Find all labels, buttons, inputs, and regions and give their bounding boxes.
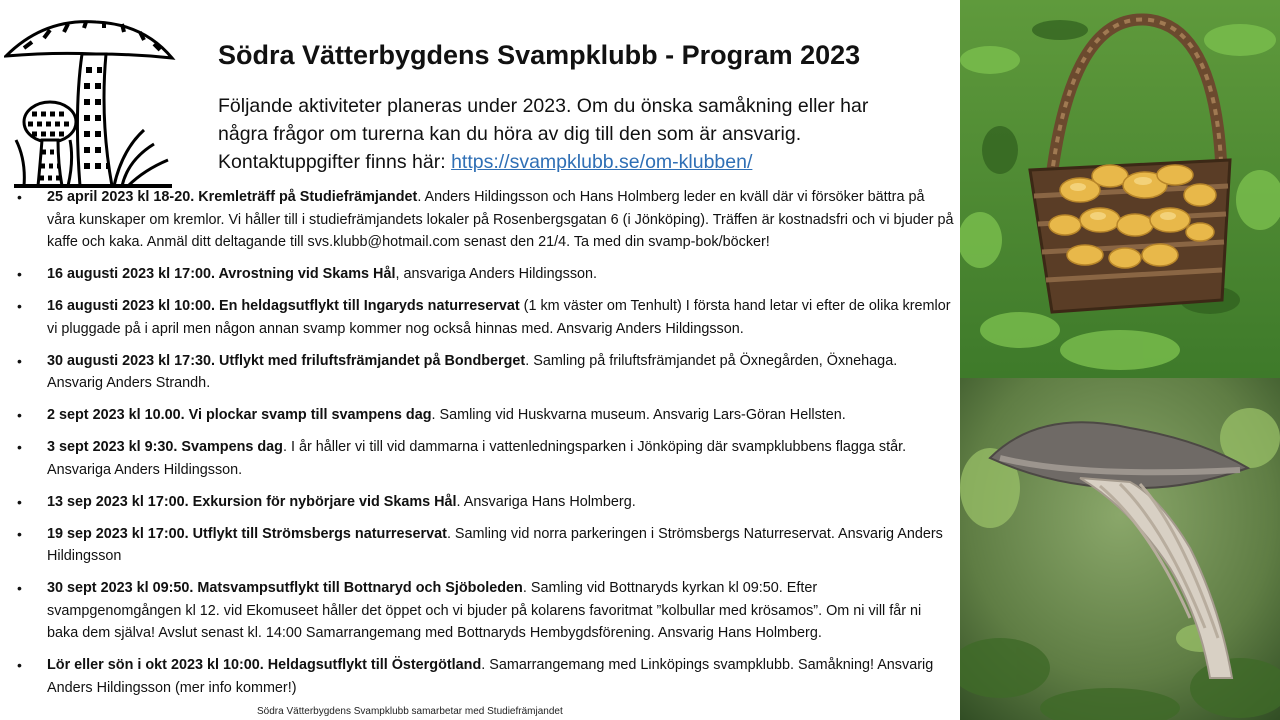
program-item — [14, 350, 954, 395]
bullet-icon: • — [17, 525, 22, 542]
program-item-text: . Samling på friluftsfrämjandet på Öxnegården, Öxnehaga. Ansvarig Anders Strandh. — [47, 352, 898, 391]
bullet-icon: • — [17, 493, 22, 510]
program-item-text: . Samling vid Bottnaryds kyrkan kl 09:50. Efter svampgenomgången kl 12. vid Ekomuseet håller det öppet och vi bjuder på kolarens favoritmat ”kolbullar med krösamos”. Om ni vill får ni baka dem själva! Avslut senast kl. 14:00 Samarrangemang med Bottnaryds Hembygdsförening. Ansvarig Hans Holmberg. — [47, 580, 922, 641]
program-item — [14, 295, 954, 340]
program-item-heading: 25 april 2023 kl 18-20. Kremleträff på Studiefrämjandet — [47, 189, 418, 205]
bullet-icon: • — [17, 266, 22, 282]
intro-text — [218, 92, 918, 176]
program-item-heading: Lör eller sön i okt 2023 kl 10:00. Heldagsutflykt till Östergötland — [47, 657, 482, 673]
bullet-icon: • — [17, 580, 22, 596]
program-item-heading: 16 augusti 2023 kl 10:00. En heldagsutflykt till Ingaryds naturreservat — [47, 298, 520, 314]
program-item — [14, 654, 954, 699]
program-item-heading: 30 augusti 2023 kl 17:30. Utflykt med friluftsfrämjandet på Bondberget — [47, 352, 526, 369]
bullet-icon: • — [17, 298, 22, 314]
bullet-icon: • — [17, 189, 22, 205]
program-item — [14, 404, 954, 427]
program-item-text: . I år håller vi till vid dammarna i vattenledningsparken i Jönköping där svampklubbens flagga står. Ansvariga Anders Hildingsson. — [47, 439, 907, 478]
program-list — [14, 186, 954, 709]
program-item — [14, 436, 954, 481]
program-item-text: , ansvariga Anders Hildingsson. — [395, 266, 598, 282]
bullet-icon: • — [17, 439, 22, 455]
mushroom-logo-icon — [4, 10, 176, 190]
contact-link[interactable]: https://svampklubb.se/om-klubben/ — [451, 151, 753, 173]
program-item — [14, 491, 954, 514]
program-item-text: . Ansvariga Hans Holmberg. — [456, 493, 636, 510]
bullet-icon: • — [17, 352, 22, 369]
mushroom-closeup-photo — [960, 378, 1280, 720]
footer-text: Södra Vätterbygdens Svampklubb samarbetar med Studiefrämjandet — [257, 706, 563, 717]
program-item — [14, 523, 954, 568]
program-item-text: . Samling vid Huskvarna museum. Ansvarig Lars-Göran Hellsten. — [431, 407, 846, 423]
program-item-heading: 19 sep 2023 kl 17:00. Utflykt till Strömsbergs naturreservat — [47, 525, 447, 542]
intro-paragraph: Följande aktiviteter planeras under 2023. Om du önska samåkning eller har några frågor om turerna kan du höra av dig till den som är ansvarig. Kontaktuppgifter finns här: — [218, 95, 869, 173]
program-item — [14, 263, 954, 286]
bullet-icon: • — [17, 657, 22, 673]
program-item — [14, 577, 954, 645]
program-item-heading: 3 sept 2023 kl 9:30. Svampens dag — [47, 439, 283, 455]
program-item-heading: 16 augusti 2023 kl 17:00. Avrostning vid Skams Hål — [47, 266, 396, 282]
chanterelle-basket-photo — [960, 0, 1280, 378]
page-title: Södra Vätterbygdens Svampklubb - Program 2023 — [218, 40, 861, 70]
program-item-text: . Anders Hildingsson och Hans Holmberg leder en kväll där vi försöker bättra på våra kunskaper om kremlor. Vi håller till i studiefrämjandets lokaler på Rosenbergsgatan 6 (i Jönköping). Träffen är kostnadsfri och vi bjuder på kaffe och kaka. Anmäl ditt deltagande till svs.klubb@hotmail.com senast den 21/4. Ta med din svamp-bok/böcker! — [47, 189, 954, 250]
program-item-text: . Samarrangemang med Linköpings svampklubb. Samåkning! Ansvarig Anders Hildingsson (mer info kommer!) — [47, 657, 934, 696]
program-item-heading: 2 sept 2023 kl 10.00. Vi plockar svamp till svampens dag — [47, 407, 432, 423]
program-item-heading: 30 sept 2023 kl 09:50. Matsvampsutflykt till Bottnaryd och Sjöboleden — [47, 580, 523, 596]
program-item-text: . Samling vid norra parkeringen i Strömsbergs Naturreservat. Ansvarig Anders Hildingsson — [47, 525, 943, 564]
program-item-heading: 13 sep 2023 kl 17:00. Exkursion för nybörjare vid Skams Hål — [47, 493, 457, 510]
bullet-icon: • — [17, 407, 22, 423]
program-item-text: (1 km väster om Tenhult) I första hand letar vi efter de olika kremlor vi pluggade på i april men någon annan svamp kommer nog också hinnas med. Ansvarig Anders Hildingsson. — [47, 298, 951, 337]
program-item — [14, 186, 954, 254]
